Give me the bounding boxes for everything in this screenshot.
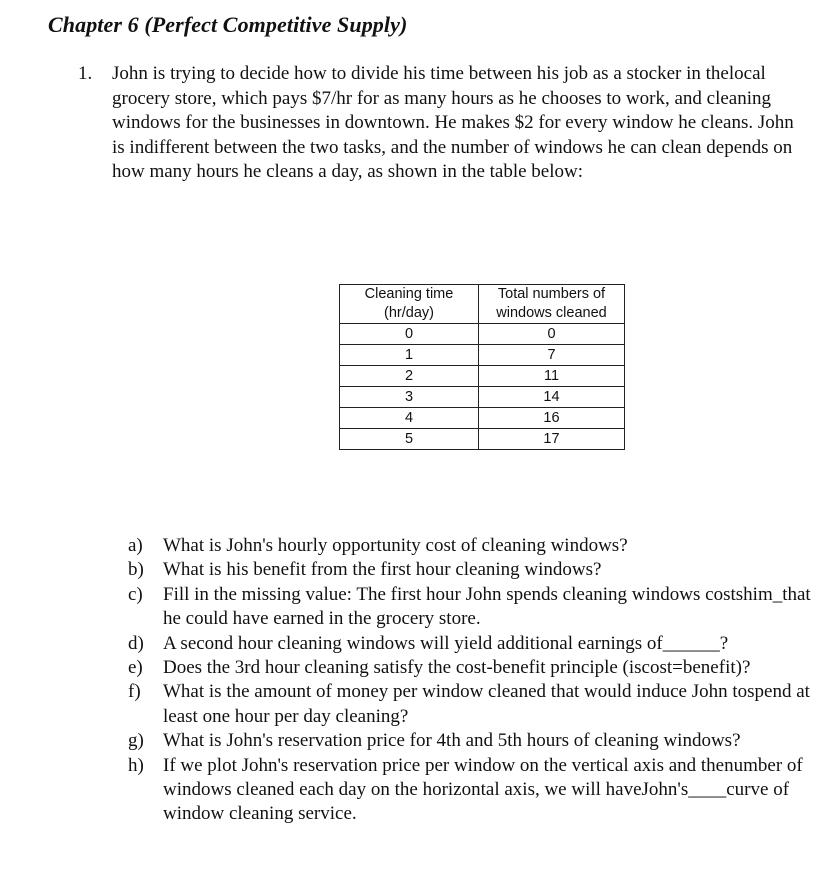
subquestion-text: Does the 3rd hour cleaning satisfy the cost-benefit principle (iscost=benefit)? (163, 657, 751, 679)
cell-hours: 2 (340, 366, 479, 387)
subquestion-text: What is John's reservation price for 4th and 5th hours of cleaning windows? (163, 730, 741, 752)
table-header-row (340, 285, 625, 324)
question-text: John is trying to decide how to divide his time between his job as a stocker in thelocal grocery store, which pays $7/hr for as many hours as he chooses to work, and cleaning windows for the businesses in downtown. He makes $2 for every window he cleans. John is indifferent between the two tasks, and the number of windows he can clean depends on how many hours he cleans a day, as shown in the table below: (112, 63, 794, 183)
table-row (340, 324, 625, 345)
subquestion-b (128, 558, 828, 582)
cell-windows: 0 (479, 324, 625, 345)
cell-hours: 3 (340, 387, 479, 408)
question-1 (78, 62, 818, 185)
table-row (340, 345, 625, 366)
subquestion-d (128, 632, 828, 656)
table-row (340, 429, 625, 450)
chapter-title: Chapter 6 (Perfect Competitive Supply) (48, 12, 408, 37)
subquestion-g (128, 729, 828, 753)
subquestion-f (128, 680, 828, 729)
subquestion-text: What is his benefit from the first hour cleaning windows? (163, 559, 602, 581)
subquestion-letter: a) (128, 535, 143, 556)
cell-windows: 7 (479, 345, 625, 366)
cell-hours: 4 (340, 408, 479, 429)
subquestion-c (128, 583, 828, 632)
subquestion-letter: e) (128, 657, 143, 679)
subquestion-letter: g) (128, 730, 144, 752)
table-row (340, 366, 625, 387)
subquestion-letter: h) (128, 754, 144, 776)
header-line: (hr/day) (384, 305, 434, 321)
subquestion-text: What is John's hourly opportunity cost of cleaning windows? (163, 535, 628, 556)
question-number: 1. (78, 63, 93, 84)
table-row (340, 408, 625, 429)
cell-windows: 11 (479, 366, 625, 387)
table-row (340, 387, 625, 408)
subquestion-list (128, 534, 828, 827)
subquestion-e (128, 656, 828, 680)
cell-windows: 14 (479, 387, 625, 408)
header-cleaning-time (340, 285, 479, 324)
header-windows-cleaned (479, 285, 625, 324)
subquestion-text: What is the amount of money per window cleaned that would induce John tospend at least one hour per day cleaning? (163, 681, 810, 727)
header-line: Cleaning time (364, 286, 454, 302)
subquestion-letter: f) (128, 681, 141, 703)
cell-windows: 17 (479, 429, 625, 450)
subquestion-letter: b) (128, 559, 144, 581)
subquestion-text: If we plot John's reservation price per window on the vertical axis and thenumber of windows cleaned each day on the horizontal axis, we will haveJohn's____curve of window cleaning service. (163, 754, 803, 825)
subquestion-a (128, 534, 828, 558)
cell-hours: 1 (340, 345, 479, 366)
cleaning-table (339, 284, 625, 450)
subquestion-letter: d) (128, 632, 144, 654)
subquestion-letter: c) (128, 583, 143, 605)
cell-hours: 5 (340, 429, 479, 450)
subquestion-text: A second hour cleaning windows will yield additional earnings of______? (163, 632, 729, 654)
header-line: Total numbers of (497, 286, 606, 302)
header-line: windows cleaned (496, 305, 607, 321)
subquestion-h (128, 754, 828, 827)
cell-hours: 0 (340, 324, 479, 345)
subquestion-text: Fill in the missing value: The first hour John spends cleaning windows costshim_that he could have earned in the grocery store. (163, 583, 811, 630)
cell-windows: 16 (479, 408, 625, 429)
